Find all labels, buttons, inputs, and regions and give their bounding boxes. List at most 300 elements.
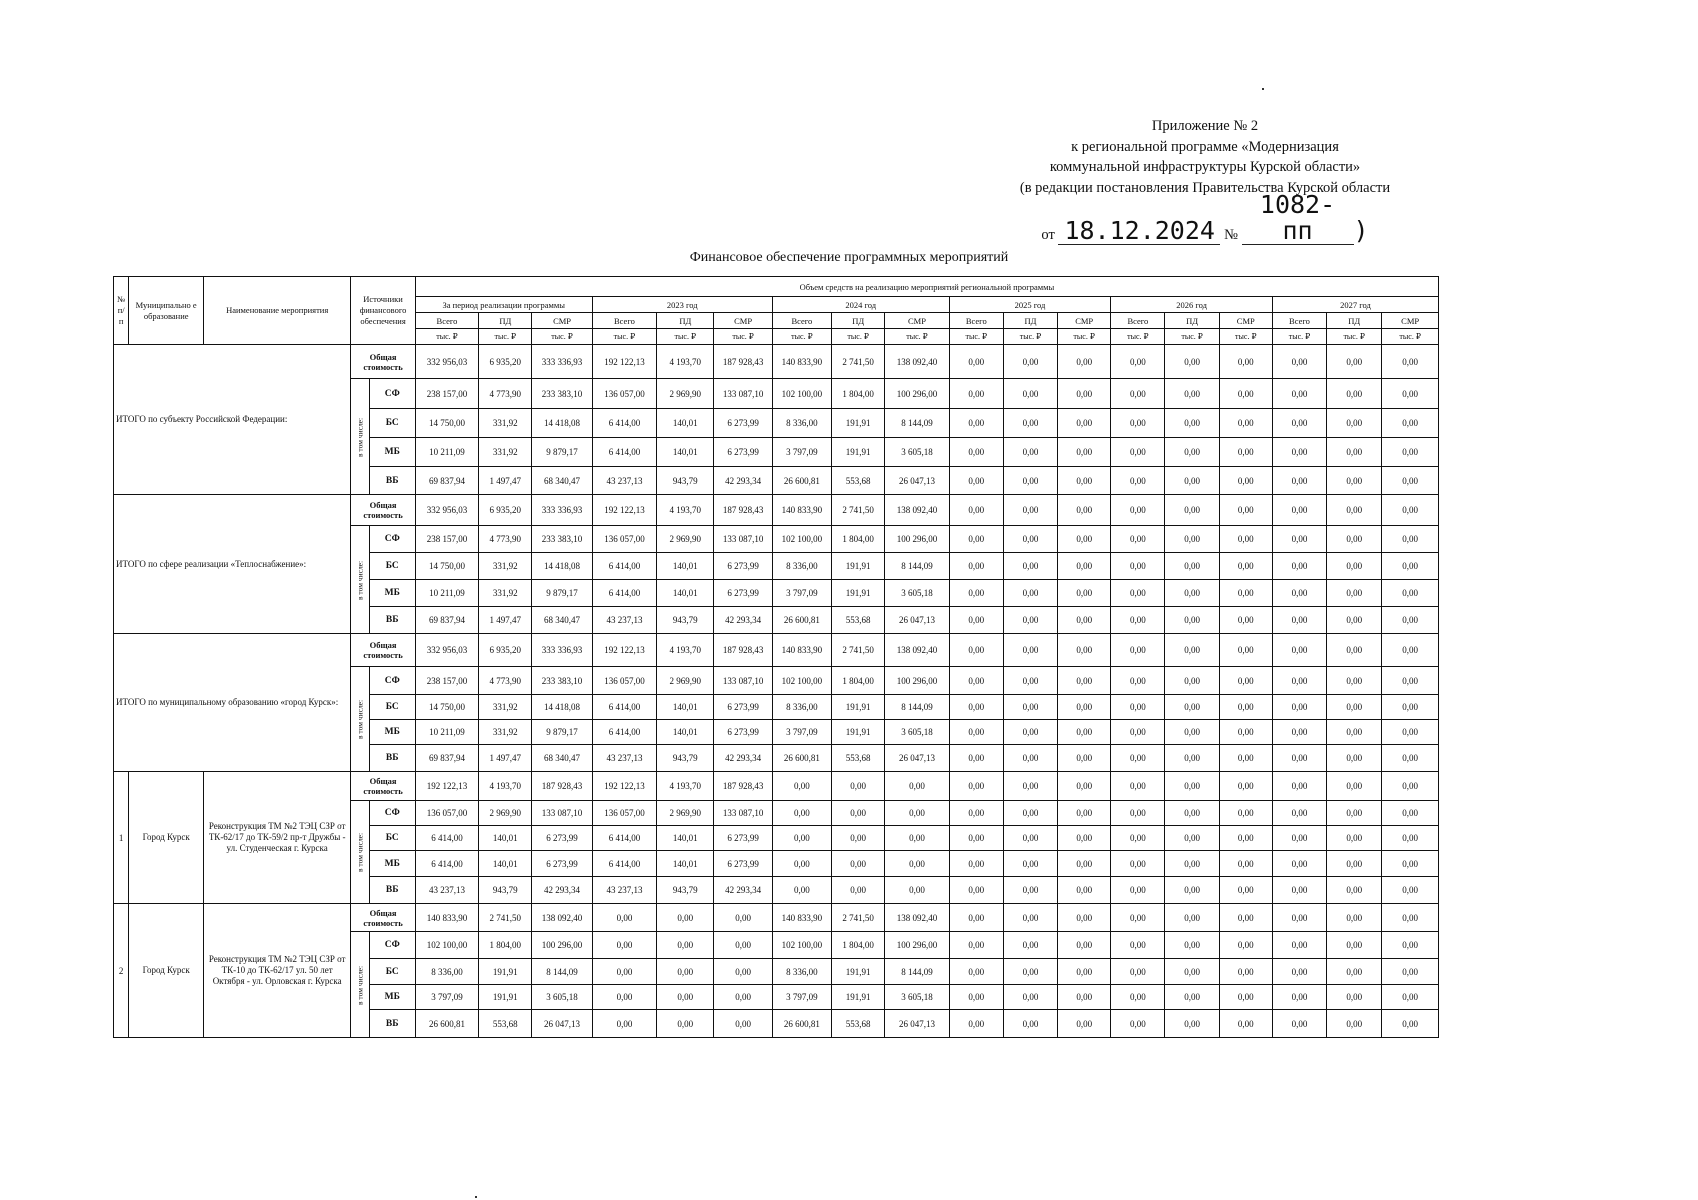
value-cell: 0,00 [1219,772,1272,801]
value-cell: 0,00 [1003,959,1057,985]
value-cell: 102 100,00 [415,932,478,959]
value-cell: 192 122,13 [592,634,656,667]
value-cell: 6 414,00 [415,826,478,851]
value-cell: 0,00 [1219,904,1272,932]
value-cell: 191,91 [479,985,532,1010]
value-cell: 0,00 [1003,345,1057,379]
value-cell: 0,00 [1111,667,1165,695]
value-cell: 0,00 [1111,553,1165,580]
value-cell: 136 057,00 [592,801,656,826]
value-cell: 1 804,00 [479,932,532,959]
value-cell: 1 804,00 [832,379,885,409]
value-cell: 0,00 [1058,580,1111,607]
source-label: МБ [369,985,415,1010]
value-cell: 192 122,13 [592,345,656,379]
value-cell: 0,00 [1272,985,1326,1010]
value-cell: 3 797,09 [772,985,831,1010]
value-cell: 191,91 [832,409,885,438]
value-cell: 2 741,50 [479,904,532,932]
value-cell: 6 273,99 [714,826,772,851]
value-cell: 0,00 [714,932,772,959]
value-cell: 553,68 [832,745,885,772]
page-title: Финансовое обеспечение программных мероприятий [689,250,1009,265]
value-cell: 0,00 [1382,985,1439,1010]
source-label: СФ [369,667,415,695]
value-cell: 238 157,00 [415,667,478,695]
value-cell: 0,00 [832,826,885,851]
column-header: СМР [532,313,592,329]
value-cell: 0,00 [1165,985,1219,1010]
value-cell: 0,00 [1219,495,1272,526]
value-cell: 0,00 [1382,409,1439,438]
value-cell: 0,00 [1003,985,1057,1010]
value-cell: 553,68 [479,1010,532,1038]
value-cell: 140,01 [657,553,714,580]
value-cell: 138 092,40 [885,495,949,526]
value-cell: 0,00 [1165,438,1219,467]
value-cell: 0,00 [885,851,949,877]
value-cell: 3 797,09 [772,720,831,745]
value-cell: 0,00 [832,772,885,801]
unit-header: тыс. ₽ [949,329,1003,345]
value-cell: 0,00 [1165,959,1219,985]
value-cell: 14 418,08 [532,695,592,720]
scan-speck [1262,88,1264,90]
including-label: в том числе: [351,379,369,495]
value-cell: 100 296,00 [885,932,949,959]
value-cell: 2 969,90 [479,801,532,826]
value-cell: 0,00 [1382,877,1439,904]
value-cell: 0,00 [1219,801,1272,826]
value-cell: 0,00 [657,985,714,1010]
value-cell: 333 336,93 [532,495,592,526]
value-cell: 0,00 [772,826,831,851]
value-cell: 0,00 [1219,667,1272,695]
value-cell: 332 956,03 [415,634,478,667]
value-cell: 0,00 [1219,695,1272,720]
col-sources: Источники финансового обеспечения [351,277,415,345]
value-cell: 0,00 [1111,467,1165,495]
value-cell: 4 773,90 [479,667,532,695]
value-cell: 136 057,00 [592,526,656,553]
value-cell: 0,00 [1327,985,1382,1010]
value-cell: 0,00 [885,826,949,851]
including-label: в том числе: [351,932,369,1038]
value-cell: 0,00 [1003,467,1057,495]
period-header: 2025 год [949,297,1111,313]
value-cell: 100 296,00 [885,526,949,553]
value-cell: 0,00 [832,877,885,904]
value-cell: 0,00 [1058,985,1111,1010]
value-cell: 26 047,13 [885,1010,949,1038]
value-cell: 331,92 [479,409,532,438]
value-cell: 0,00 [1111,801,1165,826]
value-cell: 8 336,00 [772,553,831,580]
table-row [114,904,1439,932]
value-cell: 0,00 [1272,467,1326,495]
value-cell: 0,00 [1058,667,1111,695]
value-cell: 192 122,13 [592,495,656,526]
value-cell: 6 273,99 [714,553,772,580]
source-label: БС [369,826,415,851]
value-cell: 2 741,50 [832,634,885,667]
source-label: БС [369,695,415,720]
value-cell: 43 237,13 [592,467,656,495]
value-cell: 0,00 [885,772,949,801]
value-cell: 14 418,08 [532,409,592,438]
value-cell: 0,00 [949,772,1003,801]
value-cell: 0,00 [1219,438,1272,467]
value-cell: 0,00 [1111,720,1165,745]
value-cell: 0,00 [1165,345,1219,379]
value-cell: 0,00 [1327,720,1382,745]
table-row [114,495,1439,526]
table-body [114,345,1439,1038]
value-cell: 0,00 [1058,932,1111,959]
value-cell: 0,00 [592,904,656,932]
unit-header: тыс. ₽ [657,329,714,345]
total-cost-label: Общая стоимость [351,634,415,667]
value-cell: 0,00 [1165,607,1219,634]
closing-bracket: ) [1353,216,1369,245]
value-cell: 0,00 [1003,904,1057,932]
value-cell: 0,00 [1219,1010,1272,1038]
value-cell: 0,00 [714,959,772,985]
value-cell: 3 605,18 [532,985,592,1010]
value-cell: 14 418,08 [532,553,592,580]
value-cell: 0,00 [832,801,885,826]
source-label: ВБ [369,745,415,772]
value-cell: 0,00 [592,985,656,1010]
value-cell: 0,00 [1058,772,1111,801]
value-cell: 2 741,50 [832,495,885,526]
value-cell: 1 497,47 [479,745,532,772]
value-cell: 69 837,94 [415,467,478,495]
column-header: СМР [885,313,949,329]
value-cell: 0,00 [1058,607,1111,634]
value-cell: 0,00 [1272,851,1326,877]
column-header: ПД [657,313,714,329]
row-number: 1 [114,772,129,904]
value-cell: 0,00 [1327,772,1382,801]
value-cell: 0,00 [1219,634,1272,667]
value-cell: 0,00 [1003,877,1057,904]
value-cell: 6 414,00 [592,695,656,720]
value-cell: 333 336,93 [532,634,592,667]
value-cell: 0,00 [1382,826,1439,851]
table-head [114,277,1439,345]
value-cell: 0,00 [1272,634,1326,667]
value-cell: 0,00 [1382,720,1439,745]
value-cell: 0,00 [1272,720,1326,745]
value-cell: 0,00 [1272,607,1326,634]
value-cell: 3 605,18 [885,580,949,607]
value-cell: 0,00 [1382,495,1439,526]
value-cell: 140,01 [657,409,714,438]
value-cell: 0,00 [1272,826,1326,851]
value-cell: 0,00 [1058,467,1111,495]
value-cell: 0,00 [885,801,949,826]
column-header: ПД [1003,313,1057,329]
value-cell: 0,00 [1111,985,1165,1010]
col-municipality: Муниципально е образование [129,277,204,345]
column-header: Всего [772,313,831,329]
unit-header: тыс. ₽ [479,329,532,345]
source-label: МБ [369,438,415,467]
value-cell: 6 273,99 [714,580,772,607]
value-cell: 0,00 [1382,1010,1439,1038]
total-cost-label: Общая стоимость [351,772,415,801]
value-cell: 6 935,20 [479,495,532,526]
value-cell: 0,00 [1111,526,1165,553]
value-cell: 0,00 [1219,877,1272,904]
value-cell: 6 273,99 [714,720,772,745]
value-cell: 102 100,00 [772,932,831,959]
value-cell: 0,00 [1382,553,1439,580]
value-cell: 0,00 [1111,745,1165,772]
appendix-header [1000,116,1410,246]
value-cell: 0,00 [772,772,831,801]
value-cell: 6 273,99 [714,438,772,467]
value-cell: 332 956,03 [415,495,478,526]
value-cell: 943,79 [657,877,714,904]
activity-name: Реконструкция ТМ №2 ТЭЦ СЗР от ТК-10 до ТК-62/17 ул. 50 лет Октября - ул. Орловская г. Курска [204,904,351,1038]
value-cell: 0,00 [714,985,772,1010]
value-cell: 191,91 [479,959,532,985]
value-cell: 9 879,17 [532,720,592,745]
value-cell: 0,00 [1165,801,1219,826]
appendix-date-line [1000,192,1410,246]
value-cell: 0,00 [1327,607,1382,634]
value-cell: 133 087,10 [714,801,772,826]
value-cell: 0,00 [1111,495,1165,526]
value-cell: 0,00 [772,877,831,904]
value-cell: 0,00 [1382,801,1439,826]
value-cell: 133 087,10 [714,526,772,553]
value-cell: 6 414,00 [592,409,656,438]
value-cell: 187 928,43 [714,495,772,526]
value-cell: 26 600,81 [772,1010,831,1038]
column-header: Всего [415,313,478,329]
value-cell: 191,91 [832,985,885,1010]
value-cell: 0,00 [1165,526,1219,553]
value-cell: 0,00 [1219,745,1272,772]
value-cell: 0,00 [592,932,656,959]
value-cell: 6 935,20 [479,634,532,667]
value-cell: 3 605,18 [885,438,949,467]
value-cell: 4 773,90 [479,379,532,409]
activity-name: Реконструкция ТМ №2 ТЭЦ СЗР от ТК-62/17 до ТК-59/2 пр-т Дружбы - ул. Студенческая г. Курска [204,772,351,904]
column-header: Всего [949,313,1003,329]
value-cell: 187 928,43 [714,345,772,379]
municipality-name: Город Курск [129,904,204,1038]
value-cell: 0,00 [1219,580,1272,607]
value-cell: 0,00 [1003,695,1057,720]
unit-header: тыс. ₽ [714,329,772,345]
value-cell: 6 273,99 [532,826,592,851]
value-cell: 26 047,13 [885,467,949,495]
value-cell: 331,92 [479,580,532,607]
value-cell: 3 797,09 [415,985,478,1010]
value-cell: 0,00 [657,932,714,959]
source-label: СФ [369,932,415,959]
unit-header: тыс. ₽ [1111,329,1165,345]
value-cell: 136 057,00 [592,379,656,409]
appendix-line-1: Приложение № 2 [1151,118,1259,134]
value-cell: 191,91 [832,553,885,580]
source-label: ВБ [369,877,415,904]
value-cell: 0,00 [1058,904,1111,932]
unit-header: тыс. ₽ [1382,329,1439,345]
total-cost-label: Общая стоимость [351,345,415,379]
value-cell: 0,00 [1003,801,1057,826]
value-cell: 0,00 [1111,438,1165,467]
appendix-line-4: (в редакции постановления Правительства Курской области [1019,179,1391,196]
value-cell: 0,00 [1058,409,1111,438]
source-label: БС [369,959,415,985]
value-cell: 0,00 [1272,580,1326,607]
row-number: 2 [114,904,129,1038]
total-cost-label: Общая стоимость [351,904,415,932]
date-prefix: от [1041,227,1055,243]
value-cell: 0,00 [949,409,1003,438]
column-header: ПД [1165,313,1219,329]
value-cell: 0,00 [1219,345,1272,379]
value-cell: 0,00 [1165,932,1219,959]
value-cell: 69 837,94 [415,607,478,634]
column-header: ПД [1327,313,1382,329]
value-cell: 26 047,13 [885,607,949,634]
value-cell: 0,00 [949,877,1003,904]
value-cell: 0,00 [1272,345,1326,379]
value-cell: 0,00 [1058,553,1111,580]
value-cell: 0,00 [1327,438,1382,467]
value-cell: 0,00 [1382,580,1439,607]
value-cell: 943,79 [657,607,714,634]
value-cell: 0,00 [1272,745,1326,772]
value-cell: 0,00 [949,985,1003,1010]
value-cell: 0,00 [1058,851,1111,877]
value-cell: 0,00 [1327,826,1382,851]
source-label: МБ [369,720,415,745]
value-cell: 0,00 [1058,959,1111,985]
column-header: Всего [1272,313,1326,329]
source-label: СФ [369,379,415,409]
value-cell: 0,00 [1165,720,1219,745]
value-cell: 1 497,47 [479,467,532,495]
value-cell: 331,92 [479,553,532,580]
value-cell: 0,00 [1382,695,1439,720]
value-cell: 0,00 [1272,695,1326,720]
value-cell: 0,00 [1219,985,1272,1010]
value-cell: 0,00 [949,801,1003,826]
value-cell: 140,01 [657,695,714,720]
value-cell: 0,00 [949,580,1003,607]
value-cell: 140 833,90 [772,495,831,526]
value-cell: 140,01 [479,851,532,877]
value-cell: 0,00 [1165,634,1219,667]
unit-header: тыс. ₽ [885,329,949,345]
value-cell: 187 928,43 [532,772,592,801]
unit-header: тыс. ₽ [532,329,592,345]
unit-header: тыс. ₽ [1058,329,1111,345]
value-cell: 0,00 [1219,932,1272,959]
value-cell: 0,00 [1219,607,1272,634]
value-cell: 14 750,00 [415,695,478,720]
value-cell: 0,00 [1382,667,1439,695]
value-cell: 6 414,00 [415,851,478,877]
value-cell: 3 797,09 [772,438,831,467]
value-cell: 0,00 [1003,667,1057,695]
value-cell: 14 750,00 [415,409,478,438]
value-cell: 332 956,03 [415,345,478,379]
value-cell: 133 087,10 [532,801,592,826]
value-cell: 8 144,09 [885,409,949,438]
table-row [114,634,1439,667]
unit-header: тыс. ₽ [772,329,831,345]
value-cell: 4 193,70 [657,495,714,526]
value-cell: 0,00 [1165,667,1219,695]
total-label: ИТОГО по субъекту Российской Федерации: [114,345,351,495]
value-cell: 0,00 [832,851,885,877]
value-cell: 6 414,00 [592,720,656,745]
value-cell: 0,00 [1219,409,1272,438]
financing-table [113,276,1439,1038]
value-cell: 0,00 [1058,801,1111,826]
value-cell: 2 969,90 [657,379,714,409]
value-cell: 0,00 [1327,467,1382,495]
value-cell: 553,68 [832,1010,885,1038]
value-cell: 68 340,47 [532,467,592,495]
value-cell: 42 293,34 [714,745,772,772]
municipality-name: Город Курск [129,772,204,904]
value-cell: 0,00 [1003,553,1057,580]
value-cell: 2 741,50 [832,904,885,932]
value-cell: 191,91 [832,695,885,720]
value-cell: 14 750,00 [415,553,478,580]
value-cell: 1 804,00 [832,667,885,695]
value-cell: 0,00 [1165,1010,1219,1038]
source-label: ВБ [369,467,415,495]
unit-header: тыс. ₽ [1003,329,1057,345]
value-cell: 10 211,09 [415,438,478,467]
value-cell: 0,00 [1111,379,1165,409]
value-cell: 8 144,09 [532,959,592,985]
column-header: СМР [1058,313,1111,329]
value-cell: 192 122,13 [592,772,656,801]
value-cell: 191,91 [832,720,885,745]
column-header: СМР [714,313,772,329]
value-cell: 331,92 [479,695,532,720]
value-cell: 3 605,18 [885,985,949,1010]
value-cell: 140 833,90 [772,634,831,667]
value-cell: 0,00 [1327,667,1382,695]
value-cell: 6 414,00 [592,826,656,851]
value-cell: 0,00 [1058,877,1111,904]
value-cell: 0,00 [1003,409,1057,438]
source-label: ВБ [369,1010,415,1038]
value-cell: 1 804,00 [832,526,885,553]
value-cell: 0,00 [1111,580,1165,607]
value-cell: 6 414,00 [592,580,656,607]
scan-speck [475,1196,477,1198]
value-cell: 0,00 [1165,553,1219,580]
value-cell: 0,00 [1003,495,1057,526]
value-cell: 10 211,09 [415,720,478,745]
value-cell: 140,01 [657,438,714,467]
value-cell: 8 336,00 [772,695,831,720]
unit-header: тыс. ₽ [592,329,656,345]
